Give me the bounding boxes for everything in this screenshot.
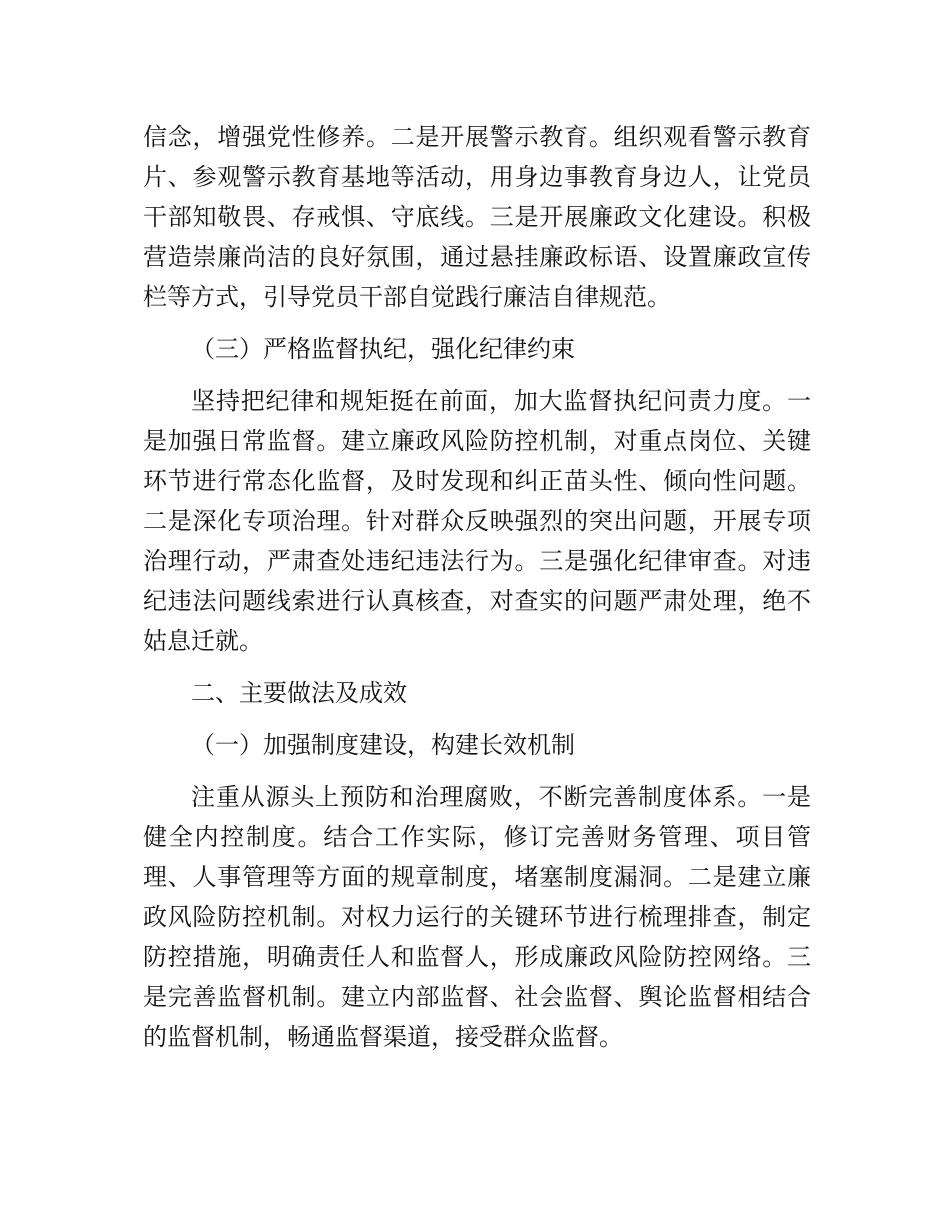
subheading-one: （一）加强制度建设，构建长效机制 [191,731,575,759]
subheading-three: （三）严格监督执纪，强化纪律约束 [191,335,575,363]
paragraph-discipline: 坚持把纪律和规矩挺在前面，加大监督执纪问责力度。一是加强日常监督。建立廉政风险防控机制，对重点岗位、关键环节进行常态化监督，及时发现和纠正苗头性、倾向性问题。二是深化专项治理。针对群众反映强烈的突出问题，开展专项治理行动，严肃查处违纪违法行为。三是强化纪律审查。对违纪违法问题线索进行认真核查，对查实的问题严肃处理，绝不姑息迁就。 [143,387,811,655]
section-heading-two: 二、主要做法及成效 [191,679,407,707]
paragraph-institution: 注重从源头上预防和治理腐败，不断完善制度体系。一是健全内控制度。结合工作实际，修订完善财务管理、项目管理、人事管理等方面的规章制度，堵塞制度漏洞。二是建立廉政风险防控机制。对权力运行的关键环节进行梳理排查，制定防控措施，明确责任人和监督人，形成廉政风险防控网络。三是完善监督机制。建立内部监督、社会监督、舆论监督相结合的监督机制，畅通监督渠道，接受群众监督。 [143,783,811,1051]
paragraph-continued: 信念，增强党性修养。二是开展警示教育。组织观看警示教育片、参观警示教育基地等活动，用身边事教育身边人，让党员干部知敬畏、存戒惧、守底线。三是开展廉政文化建设。积极营造崇廉尚洁的良好氛围，通过悬挂廉政标语、设置廉政宣传栏等方式，引导党员干部自觉践行廉洁自律规范。 [143,123,811,311]
document-body [143,117,811,1057]
